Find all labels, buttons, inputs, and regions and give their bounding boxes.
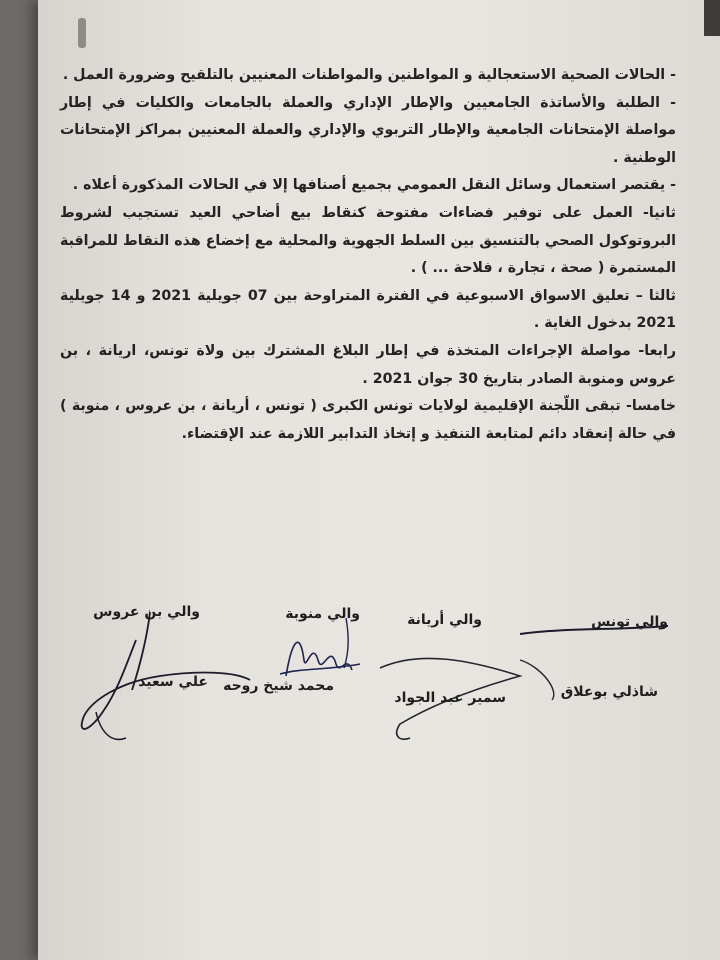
paragraph-third: ثالثا – تعليق الاسواق الاسبوعية في الفترة المتراوحة بين 07 جويلية 2021 و 14 جويلية 2021 بدخول الغاية . <box>60 287 676 332</box>
signatory-name-tunis: شاذلي بوعلاق <box>560 684 658 700</box>
document-body <box>60 62 676 448</box>
signatory-title-manouba: والي منوبة <box>285 606 360 622</box>
paragraph-exams: - الطلبة والأساتذة الجامعيين والإطار الإداري والعملة بالجامعات والكليات في إطار مواصلة الإمتحانات الجامعية والإطار التربوي والإداري والعملة المعنيين بمراكز الإمتحانات الوطنية . <box>60 94 676 166</box>
paragraph-vaccination: - الحالات الصحية الاستعجالية و المواطنين والمواطنات المعنيين بالتلقيح وضرورة العمل . <box>62 67 676 83</box>
paragraph-second: ثانيا- العمل على توفير فضاءات مفتوحة كنقاط بيع أضاحي العيد تستجيب لشروط البروتوكول الصحي بالتنسيق بين السلط الجهوية والمحلية مع إخضاع هذه النقاط للمراقبة المستمرة ( صحة ، تجارة ، فلاحة ... ) . <box>60 204 676 277</box>
punch-hole <box>78 18 86 48</box>
signatory-name-benarous: علي سعيد <box>138 674 208 690</box>
paragraph-transport: - يقتصر استعمال وسائل النقل العمومي بجميع أصنافها إلا في الحالات المذكورة أعلاه . <box>72 177 676 194</box>
page-edge-shadow <box>704 0 720 36</box>
paragraph-fifth: خامسا- تبقى اللّجنة الإقليمية لولايات تونس الكبرى ( تونس ، أريانة ، بن عروس ، منوبة ) في حالة إنعقاد دائم لمتابعة التنفيذ و إتخاذ التدابير اللازمة عند الإقتضاء. <box>60 398 676 442</box>
signatory-name-ariana: سمير عبد الجواد <box>394 690 506 706</box>
signatory-title-benarous: والي بن عروس <box>93 604 200 620</box>
signatory-name-manouba: محمد شيخ روحه <box>223 678 334 694</box>
paragraph-fourth: رابعا- مواصلة الإجراءات المتخذة في إطار البلاغ المشترك بين ولاة تونس، اريانة ، بن عروس ومنوبة الصادر بتاريخ 30 جوان 2021 . <box>60 342 676 387</box>
signatory-title-tunis: والي تونس <box>591 614 668 630</box>
signatory-title-ariana: والي أريانة <box>407 612 482 628</box>
